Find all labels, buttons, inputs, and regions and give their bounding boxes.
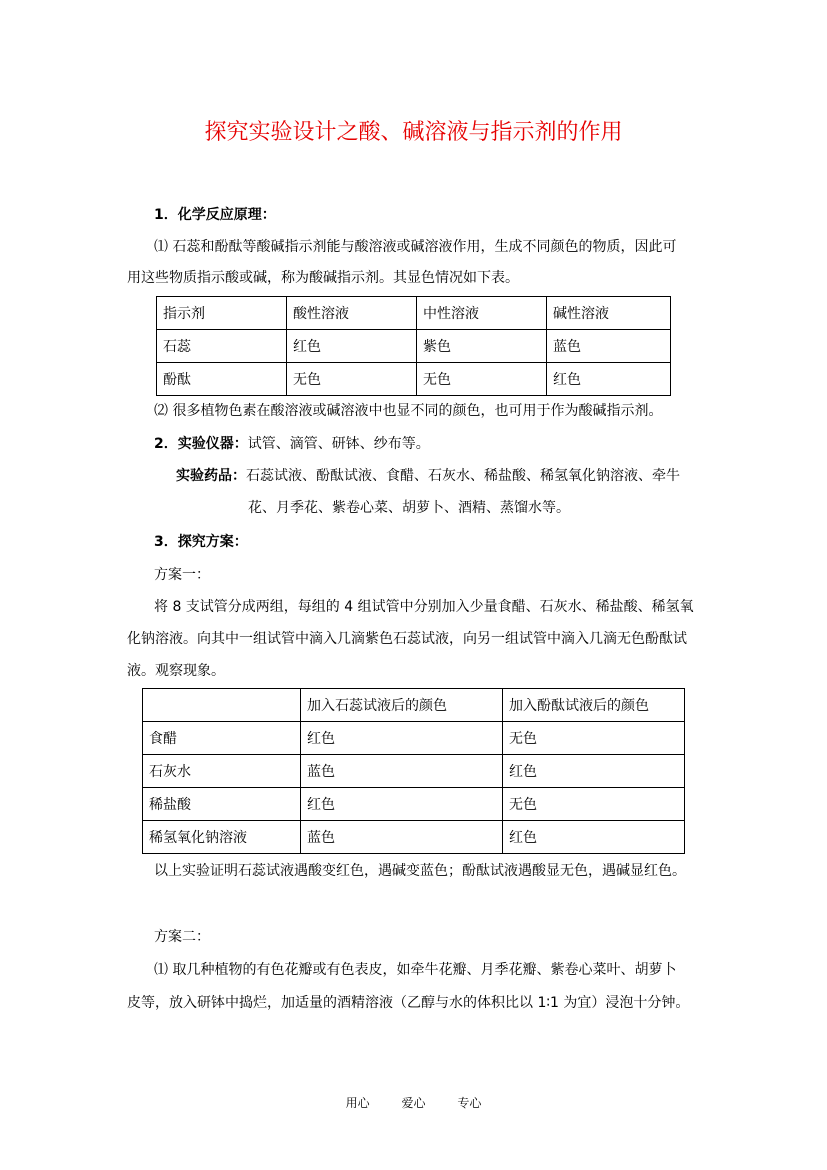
drugs-text-line-1: 石蕊试液、酚酞试液、食醋、石灰水、稀盐酸、稀氢氧化钠溶液、牵牛 bbox=[246, 468, 680, 484]
table-cell: 红色 bbox=[503, 821, 685, 854]
section-2-heading: 2．实验仪器： bbox=[154, 436, 248, 452]
table-row bbox=[157, 330, 671, 363]
table-row bbox=[143, 788, 685, 821]
footer-item: 专心 bbox=[457, 1096, 482, 1110]
table-cell: 蓝色 bbox=[301, 821, 503, 854]
section-2-line bbox=[154, 434, 430, 454]
indicator-color-table bbox=[156, 296, 671, 396]
table-cell: 红色 bbox=[547, 363, 671, 396]
table-cell: 蓝色 bbox=[547, 330, 671, 363]
plan-1-label: 方案一： bbox=[154, 567, 210, 583]
table-row bbox=[143, 755, 685, 788]
table-cell: 稀氢氧化钠溶液 bbox=[143, 821, 301, 854]
principle-paragraph-2: ⑵ 很多植物色素在酸溶液或碱溶液中也显不同的颜色，也可用于作为酸碱指示剂。 bbox=[154, 403, 663, 419]
drugs-line bbox=[176, 466, 680, 486]
table-header-cell: 指示剂 bbox=[157, 297, 287, 330]
principle-paragraph-1-line-2: 用这些物质指示酸或碱，称为酸碱指示剂。其显色情况如下表。 bbox=[127, 270, 519, 286]
page-footer bbox=[0, 1094, 827, 1111]
table-cell: 蓝色 bbox=[301, 755, 503, 788]
conclusion-text: 以上实验证明石蕊试液遇酸变红色，遇碱变蓝色；酚酞试液遇酸显无色，遇碱显红色。 bbox=[154, 863, 686, 879]
table-header-cell: 加入酚酞试液后的颜色 bbox=[503, 689, 685, 722]
table-cell: 稀盐酸 bbox=[143, 788, 301, 821]
table-row bbox=[157, 363, 671, 396]
plan-1-line-1: 将 8 支试管分成两组，每组的 4 组试管中分别加入少量食醋、石灰水、稀盐酸、稀氢氧 bbox=[154, 599, 694, 615]
drugs-label: 实验药品： bbox=[176, 468, 246, 484]
table-cell: 石灰水 bbox=[143, 755, 301, 788]
plan-2-label: 方案二： bbox=[154, 929, 210, 945]
plan-1-line-3: 液。观察现象。 bbox=[127, 663, 225, 679]
table-cell: 无色 bbox=[503, 722, 685, 755]
table-header-cell: 碱性溶液 bbox=[547, 297, 671, 330]
table-row bbox=[143, 689, 685, 722]
table-row bbox=[143, 821, 685, 854]
table-cell: 红色 bbox=[287, 330, 417, 363]
table-cell: 红色 bbox=[301, 788, 503, 821]
footer-item: 爱心 bbox=[401, 1096, 426, 1110]
table-cell: 红色 bbox=[503, 755, 685, 788]
table-header-cell: 酸性溶液 bbox=[287, 297, 417, 330]
experiment-result-table bbox=[142, 688, 685, 854]
table-cell: 无色 bbox=[287, 363, 417, 396]
plan-1-line-2: 化钠溶液。向其中一组试管中滴入几滴紫色石蕊试液，向另一组试管中滴入几滴无色酚酞试 bbox=[127, 631, 687, 647]
table-cell: 红色 bbox=[301, 722, 503, 755]
principle-paragraph-1-line-1: ⑴ 石蕊和酚酞等酸碱指示剂能与酸溶液或碱溶液作用，生成不同颜色的物质，因此可 bbox=[154, 239, 677, 255]
footer-item: 用心 bbox=[345, 1096, 370, 1110]
table-header-cell: 加入石蕊试液后的颜色 bbox=[301, 689, 503, 722]
table-row bbox=[143, 722, 685, 755]
table-header-cell: 中性溶液 bbox=[417, 297, 547, 330]
table-header-cell bbox=[143, 689, 301, 722]
section-1-heading: 1．化学反应原理： bbox=[154, 207, 276, 223]
table-row bbox=[157, 297, 671, 330]
drugs-text-line-2: 花、月季花、紫卷心菜、胡萝卜、酒精、蒸馏水等。 bbox=[248, 500, 570, 516]
table-cell: 紫色 bbox=[417, 330, 547, 363]
section-3-heading: 3．探究方案： bbox=[154, 534, 248, 550]
plan-2-line-1: ⑴ 取几种植物的有色花瓣或有色表皮，如牵牛花瓣、月季花瓣、紫卷心菜叶、胡萝卜 bbox=[154, 962, 677, 978]
table-cell: 石蕊 bbox=[157, 330, 287, 363]
table-cell: 无色 bbox=[417, 363, 547, 396]
page-title: 探究实验设计之酸、碱溶液与指示剂的作用 bbox=[204, 120, 623, 145]
plan-2-line-2: 皮等，放入研钵中捣烂，加适量的酒精溶液（乙醇与水的体积比以 1∶1 为宜）浸泡十分钟。 bbox=[127, 995, 690, 1011]
table-cell: 无色 bbox=[503, 788, 685, 821]
instruments-text: 试管、滴管、研钵、纱布等。 bbox=[247, 436, 430, 452]
table-cell: 食醋 bbox=[143, 722, 301, 755]
table-cell: 酚酞 bbox=[157, 363, 287, 396]
